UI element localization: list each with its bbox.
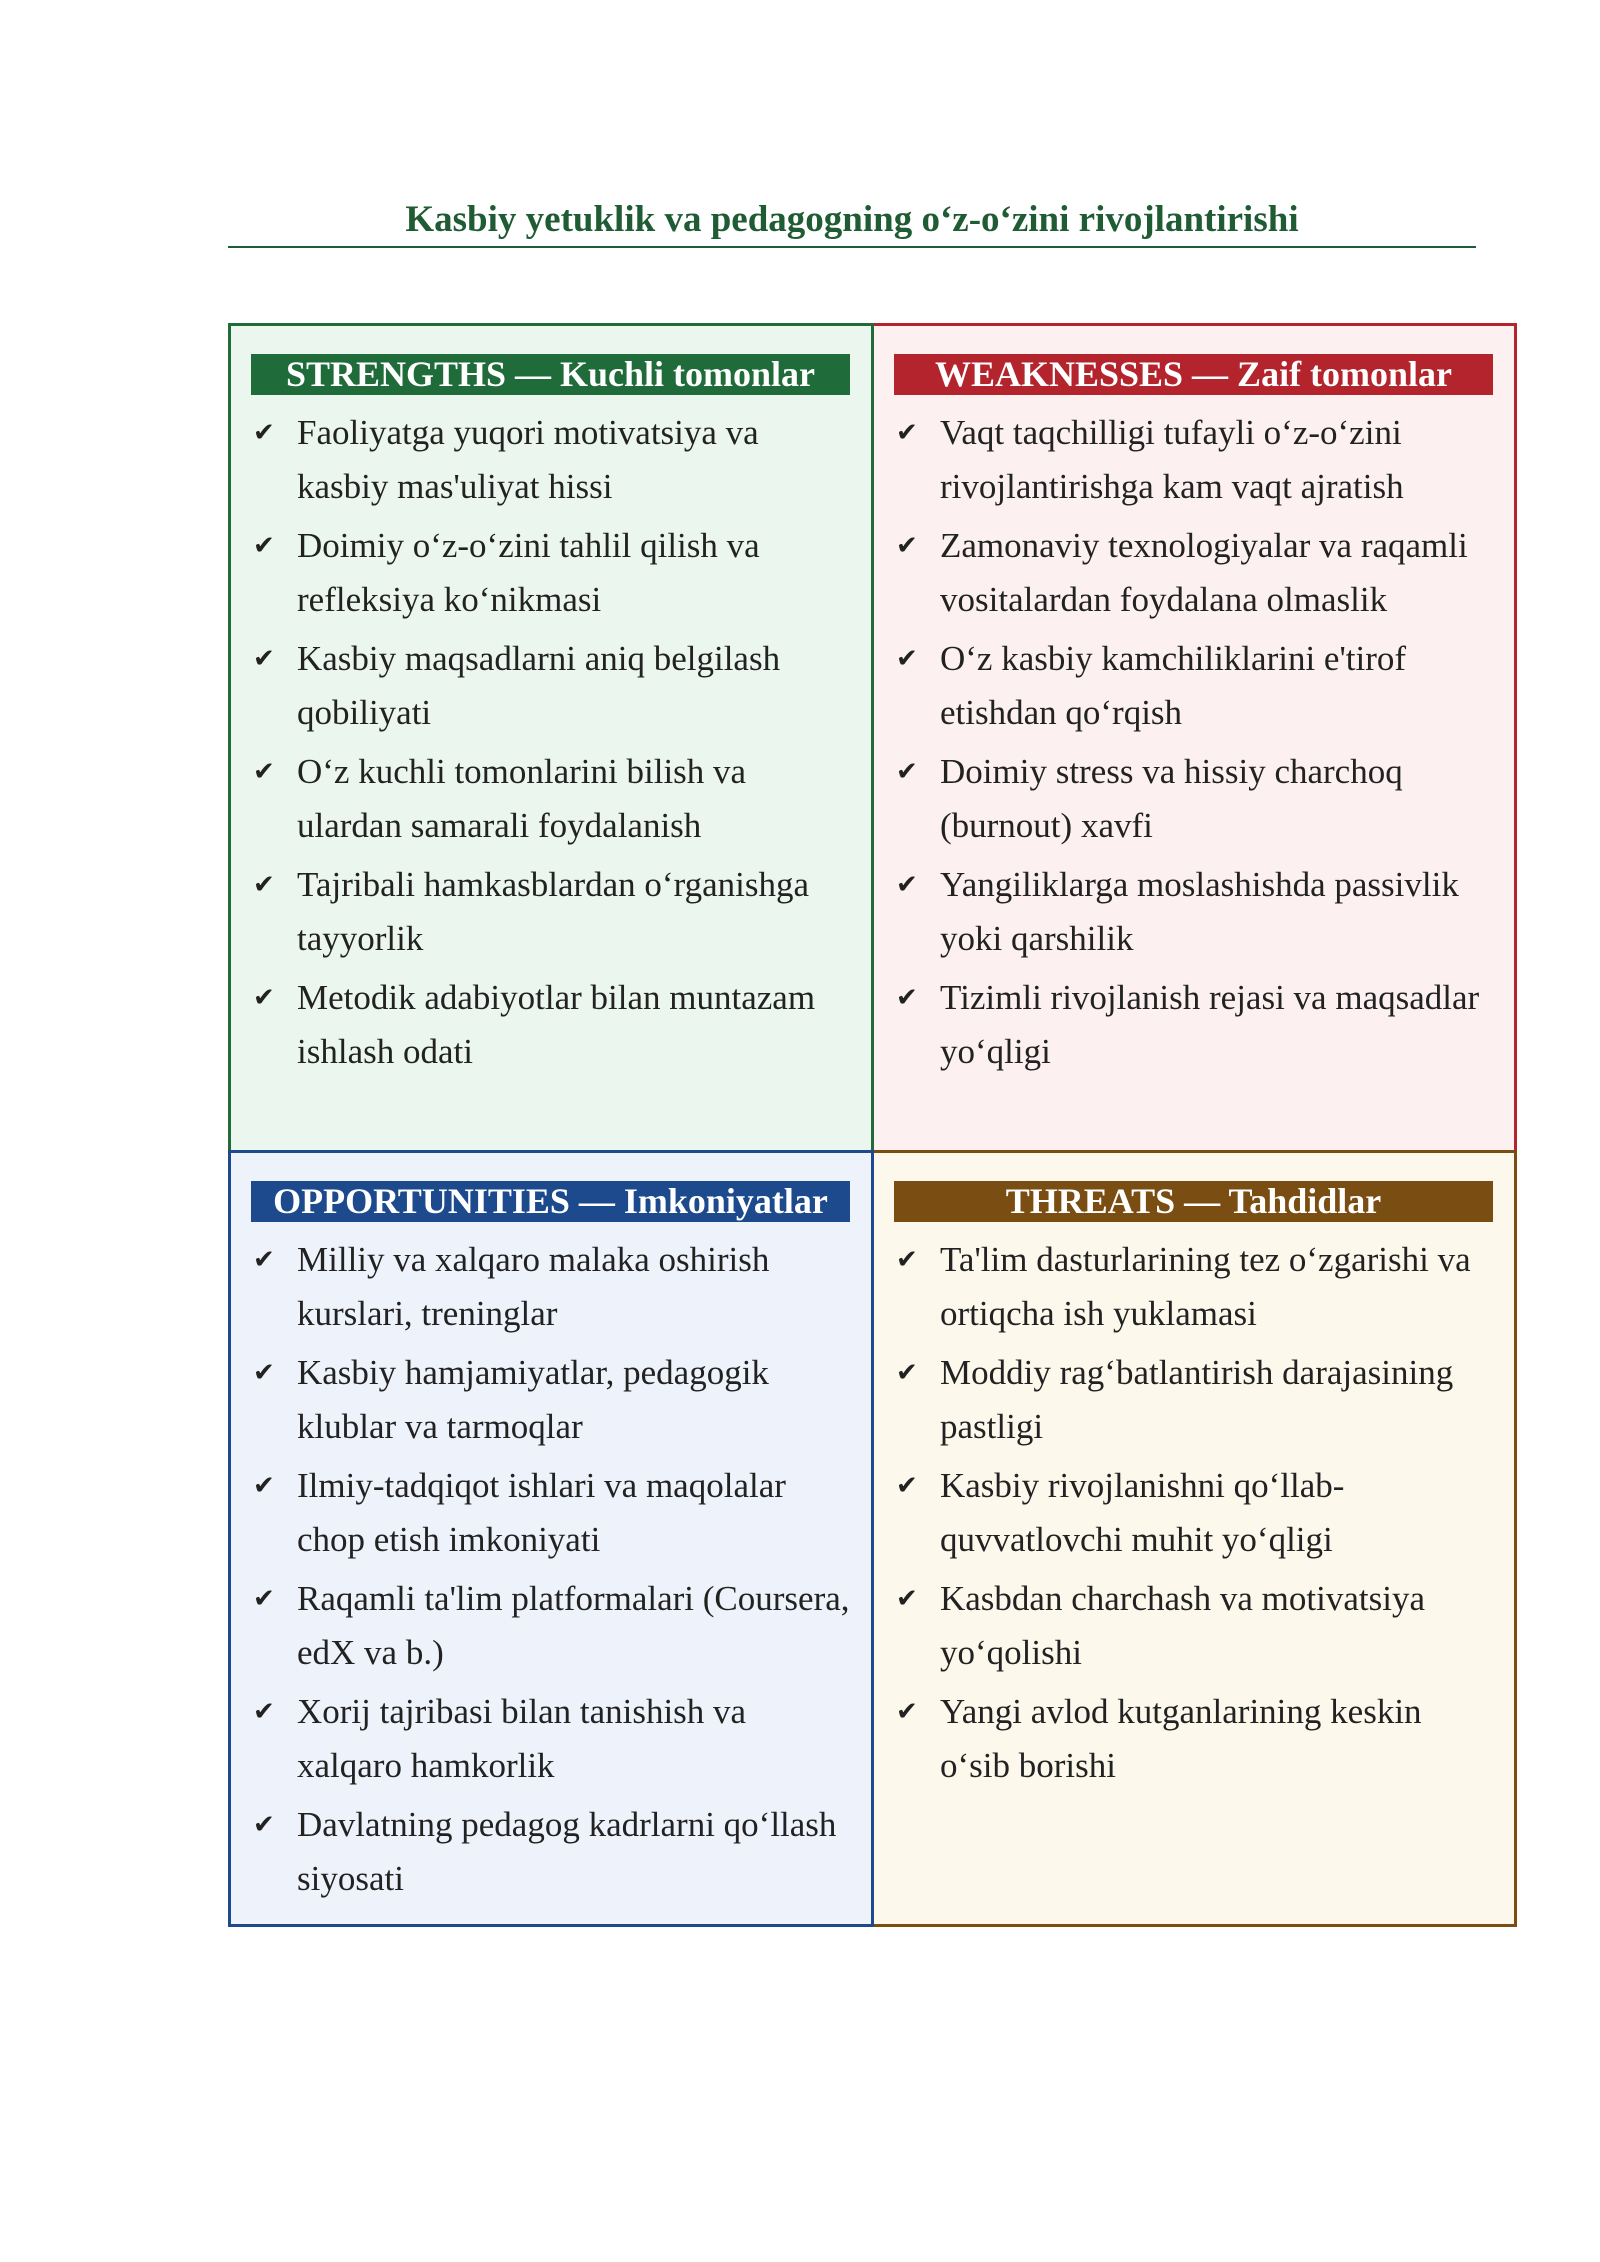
- item-text: Vaqt taqchilligi tufayli o‘z-o‘zini rivojlantirishga kam vaqt ajratish: [940, 413, 1404, 506]
- check-mark-icon: ✔: [896, 1358, 918, 1388]
- check-mark-icon: ✔: [896, 1471, 918, 1501]
- list-item: [249, 406, 857, 514]
- threats-header: THREATS — Tahdidlar: [894, 1181, 1493, 1222]
- item-text: Kasbiy rivojlanishni qo‘llab-quvvatlovchi muhit yo‘qligi: [940, 1466, 1345, 1559]
- item-text: Tajribali hamkasblardan o‘rganishga tayyorlik: [297, 865, 810, 958]
- item-text: Kasbiy maqsadlarni aniq belgilash qobiliyati: [297, 639, 781, 732]
- check-mark-icon: ✔: [253, 1245, 275, 1275]
- item-text: Raqamli ta'lim platformalari (Coursera, edX va b.): [297, 1579, 850, 1672]
- list-item: [249, 1346, 857, 1454]
- threats-quadrant: [871, 1150, 1517, 1927]
- opportunities-header: OPPORTUNITIES — Imkoniyatlar: [251, 1181, 850, 1222]
- item-text: Metodik adabiyotlar bilan muntazam ishlash odati: [297, 978, 816, 1071]
- item-text: Doimiy o‘z-o‘zini tahlil qilish va refleksiya ko‘nikmasi: [297, 526, 760, 619]
- item-text: O‘z kasbiy kamchiliklarini e'tirof etishdan qo‘rqish: [940, 639, 1407, 732]
- list-item: [249, 1233, 857, 1341]
- list-item: [892, 971, 1500, 1079]
- check-mark-icon: ✔: [896, 870, 918, 900]
- list-item: [892, 406, 1500, 514]
- check-mark-icon: ✔: [253, 1584, 275, 1614]
- weaknesses-quadrant: [871, 323, 1517, 1153]
- strengths-header: STRENGTHS — Kuchli tomonlar: [251, 354, 850, 395]
- item-text: O‘z kuchli tomonlarini bilish va ulardan samarali foydalanish: [297, 752, 747, 845]
- check-mark-icon: ✔: [253, 644, 275, 674]
- list-item: [249, 1798, 857, 1906]
- item-text: Moddiy rag‘batlantirish darajasining pastligi: [940, 1353, 1454, 1446]
- opportunities-list: [249, 1233, 857, 1911]
- list-item: [892, 858, 1500, 966]
- threats-list: [892, 1233, 1500, 1798]
- item-text: Ta'lim dasturlarining tez o‘zgarishi va ortiqcha ish yuklamasi: [940, 1240, 1471, 1333]
- list-item: [892, 519, 1500, 627]
- check-mark-icon: ✔: [253, 1697, 275, 1727]
- item-text: Milliy va xalqaro malaka oshirish kurslari, treninglar: [297, 1240, 770, 1333]
- check-mark-icon: ✔: [896, 757, 918, 787]
- list-item: [249, 1685, 857, 1793]
- item-text: Xorij tajribasi bilan tanishish va xalqaro hamkorlik: [297, 1692, 747, 1785]
- list-item: [249, 519, 857, 627]
- item-text: Kasbiy hamjamiyatlar, pedagogik klublar va tarmoqlar: [297, 1353, 769, 1446]
- check-mark-icon: ✔: [896, 1245, 918, 1275]
- weaknesses-header: WEAKNESSES — Zaif tomonlar: [894, 354, 1493, 395]
- check-mark-icon: ✔: [896, 983, 918, 1013]
- check-mark-icon: ✔: [253, 757, 275, 787]
- list-item: [892, 1685, 1500, 1793]
- list-item: [892, 1572, 1500, 1680]
- swot-matrix: [228, 323, 1517, 1927]
- list-item: [249, 971, 857, 1079]
- item-text: Faoliyatga yuqori motivatsiya va kasbiy mas'uliyat hissi: [297, 413, 759, 506]
- check-mark-icon: ✔: [253, 418, 275, 448]
- strengths-list: [249, 406, 857, 1084]
- item-text: Tizimli rivojlanish rejasi va maqsadlar yo‘qligi: [940, 978, 1480, 1071]
- item-text: Zamonaviy texnologiyalar va raqamli vositalardan foydalana olmaslik: [940, 526, 1468, 619]
- item-text: Davlatning pedagog kadrlarni qo‘llash siyosati: [297, 1805, 837, 1898]
- item-text: Yangiliklarga moslashishda passivlik yoki qarshilik: [940, 865, 1459, 958]
- check-mark-icon: ✔: [253, 983, 275, 1013]
- check-mark-icon: ✔: [896, 1697, 918, 1727]
- item-text: Doimiy stress va hissiy charchoq (burnout) xavfi: [940, 752, 1403, 845]
- check-mark-icon: ✔: [896, 531, 918, 561]
- list-item: [249, 1572, 857, 1680]
- strengths-quadrant: [228, 323, 874, 1153]
- item-text: Ilmiy-tadqiqot ishlari va maqolalar chop etish imkoniyati: [297, 1466, 786, 1559]
- list-item: [249, 858, 857, 966]
- list-item: [892, 1459, 1500, 1567]
- list-item: [892, 1233, 1500, 1341]
- check-mark-icon: ✔: [896, 1584, 918, 1614]
- list-item: [249, 1459, 857, 1567]
- list-item: [892, 632, 1500, 740]
- check-mark-icon: ✔: [253, 870, 275, 900]
- opportunities-quadrant: [228, 1150, 874, 1927]
- list-item: [892, 745, 1500, 853]
- item-text: Kasbdan charchash va motivatsiya yo‘qolishi: [940, 1579, 1425, 1672]
- check-mark-icon: ✔: [253, 1810, 275, 1840]
- check-mark-icon: ✔: [253, 1358, 275, 1388]
- weaknesses-list: [892, 406, 1500, 1084]
- item-text: Yangi avlod kutganlarining keskin o‘sib borishi: [940, 1692, 1422, 1785]
- list-item: [249, 745, 857, 853]
- list-item: [892, 1346, 1500, 1454]
- page-title: Kasbiy yetuklik va pedagogning o‘z-o‘zini rivojlantirishi: [405, 199, 1299, 240]
- check-mark-icon: ✔: [253, 1471, 275, 1501]
- list-item: [249, 632, 857, 740]
- title-divider: [228, 246, 1476, 248]
- check-mark-icon: ✔: [896, 418, 918, 448]
- check-mark-icon: ✔: [896, 644, 918, 674]
- check-mark-icon: ✔: [253, 531, 275, 561]
